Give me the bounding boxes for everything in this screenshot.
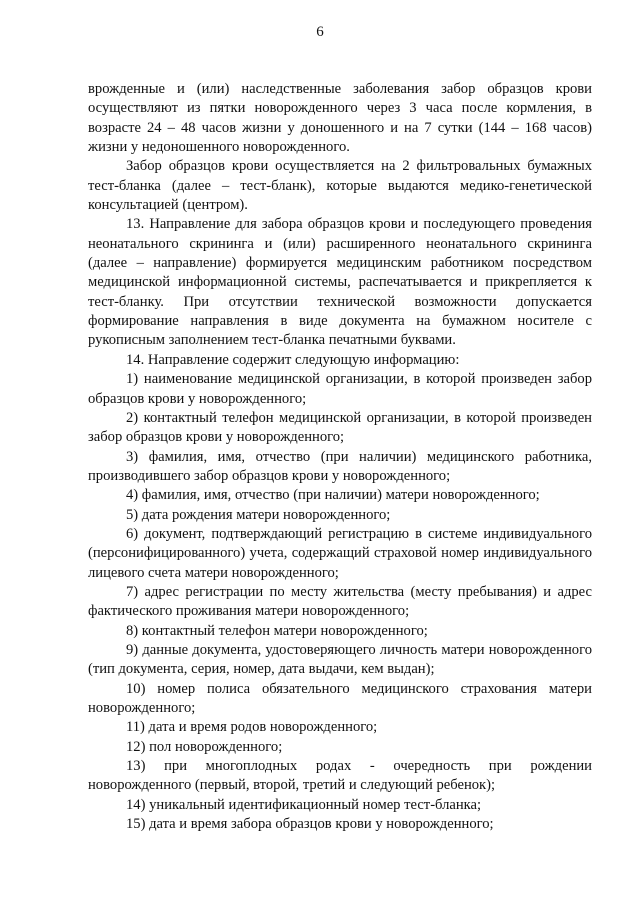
paragraph: 7) адрес регистрации по месту жительства (месту пребывания) и адрес фактического проживания матери новорожденного; (88, 583, 592, 620)
paragraph: 10) номер полиса обязательного медицинского страхования матери новорожденного; (88, 680, 592, 716)
paragraph: 13. Направление для забора образцов крови и последующего проведения неонатального скрининга и (или) расширенного неонатального скрининга (далее – направление) формируется медицинским работником посредством медицинской информационной системы, распечатывается и прикрепляется к тест-бланку. При отсутствии технической возможности допускается формирование направления в виде документа на бумажном носителе с рукописным заполнением тест-бланка печатными буквами. (88, 216, 592, 349)
paragraph: 1) наименование медицинской организации, в которой произведен забор образцов крови у новорожденного; (88, 371, 592, 407)
paragraph: 11) дата и время родов новорожденного; (126, 719, 378, 736)
paragraph: Забор образцов крови осуществляется на 2 фильтровальных бумажных тест-бланка (далее – тест-бланк), которые выдаются медико-генетической консультацией (центром). (88, 158, 592, 214)
paragraph: 6) документ, подтверждающий регистрацию в системе индивидуального (персонифицированного) учета, содержащий страховой номер индивидуального лицевого счета матери новорожденного; (88, 525, 592, 581)
paragraph: 14) уникальный идентификационный номер тест-бланка; (126, 796, 482, 813)
paragraph: 8) контактный телефон матери новорожденного; (126, 622, 428, 639)
paragraph: 4) фамилия, имя, отчество (при наличии) матери новорожденного; (126, 487, 540, 504)
paragraph: 13) при многоплодных родах - очередность при рождении новорожденного (первый, второй, третий и следующий ребенок); (88, 758, 592, 794)
document-body (88, 80, 592, 834)
page-number: 6 (316, 24, 324, 40)
paragraph: 5) дата рождения матери новорожденного; (126, 506, 391, 523)
paragraph: 12) пол новорожденного; (126, 738, 283, 755)
paragraph: врожденные и (или) наследственные заболевания забор образцов крови осуществляют из пятки новорожденного через 3 часа после кормления, в возрасте 24 – 48 часов жизни у доношенного и на 7 сутки (144 – 168 часов) жизни у недоношенного новорожденного. (88, 81, 592, 156)
paragraph: 9) данные документа, удостоверяющего личность матери новорожденного (тип документа, серия, номер, дата выдачи, кем выдан); (88, 641, 592, 678)
paragraph: 2) контактный телефон медицинской организации, в которой произведен забор образцов крови у новорожденного; (88, 409, 592, 446)
paragraph: 15) дата и время забора образцов крови у новорожденного; (126, 816, 494, 833)
paragraph: 14. Направление содержит следующую информацию: (126, 351, 460, 368)
paragraph: 3) фамилия, имя, отчество (при наличии) медицинского работника, производившего забор образцов крови у новорожденного; (88, 448, 592, 484)
